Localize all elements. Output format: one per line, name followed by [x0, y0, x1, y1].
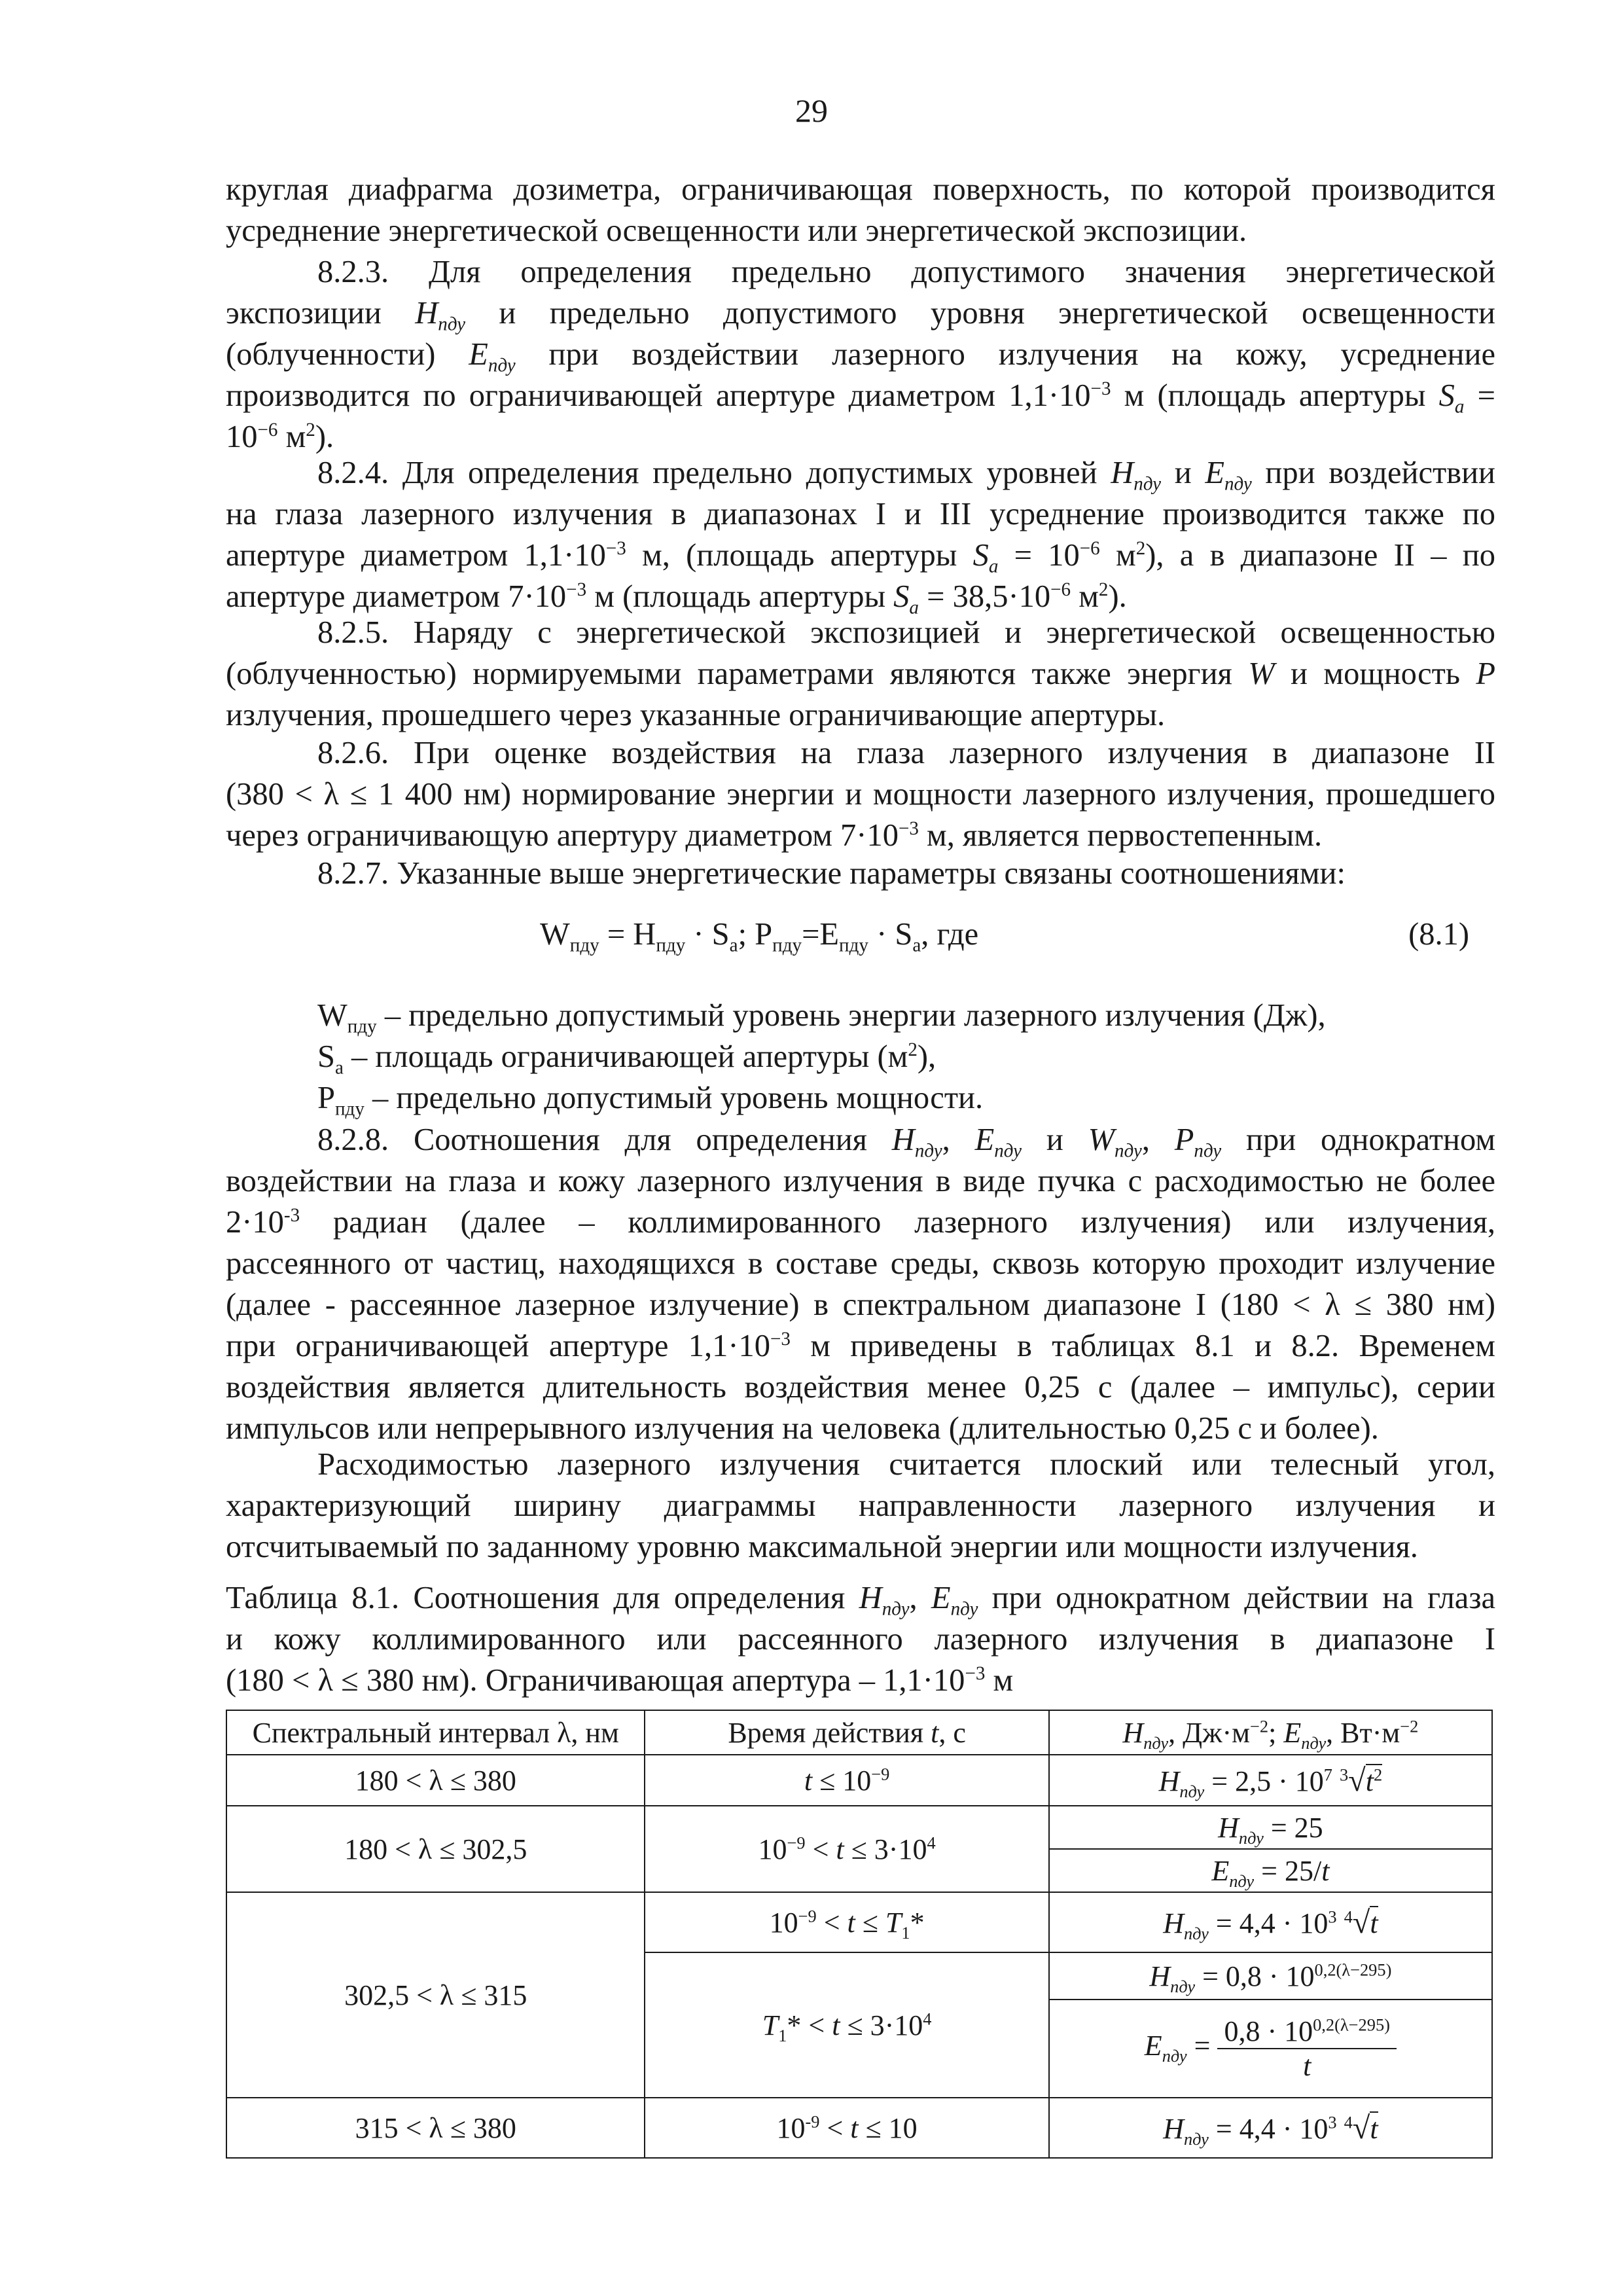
text-line: характеризующий ширину диаграммы направленности лазерного излучения и — [226, 1488, 1495, 1523]
text-line: усреднение энергетической освещенности или энергетической экспозиции. — [226, 213, 1247, 248]
text-line: и кожу коллимированного или рассеянного лазерного излучения в диапазоне I — [226, 1622, 1495, 1657]
text-line: круглая диафрагма дозиметра, ограничивающая поверхность, по которой производится — [226, 172, 1495, 207]
text-line: рассеянного от частиц, находящихся в составе среды, сквозь которую проходит излучение — [226, 1246, 1495, 1281]
cell-formula: $E_{пду} = 25/t$ — [1049, 1849, 1492, 1892]
cell-time: $10^{-9} < t \le 10$ — [645, 2098, 1048, 2158]
header-exposure-time: Время действия t, с — [645, 1710, 1048, 1755]
text-line: при ограничивающей апертуре $1,1\cdot 10^{-3}$ м приведены в таблицах 8.1 и 8.2. Временем — [226, 1328, 1495, 1363]
text-line: воздействии на глаза и кожу лазерного излучения в виде пучка с расходимостью не более — [226, 1164, 1495, 1198]
cell-formula: $E_{пду}$ = $\frac{0,8 \cdot 10^{0,2(\lambda-295)}}{t}$ — [1049, 2000, 1492, 2098]
text-line: апертуре диаметром $1,1\cdot 10^{-3}$ м, (площадь апертуры $S_a = 10^{-6}$ $м^2$), а в диапазоне II – по — [226, 537, 1495, 577]
cell-formula: $H_{пду} = 0,8 \cdot 10^{0,2(\lambda-295)}$ — [1049, 1952, 1492, 2000]
cell-interval: 180 < λ ≤ 302,5 — [226, 1806, 645, 1892]
cell-interval: 302,5 < λ ≤ 315 — [226, 1892, 645, 2098]
definition-item: $P_{пду}$ – предельно допустимый уровень мощности. — [317, 1081, 984, 1120]
text-line: $10^{-6}$ $м^2$). — [226, 419, 334, 454]
page-number: 29 — [795, 92, 828, 129]
table-row — [226, 1806, 1492, 1849]
cell-formula: $H_{пду} = 2,5 \cdot 10^7$ $^3√t^2$ — [1049, 1755, 1492, 1806]
text-line: экспозиции $H_{пду}$ и предельно допустимого уровня энергетической освещенности — [226, 296, 1495, 335]
header-spectral-interval: Спектральный интервал λ, нм — [226, 1710, 645, 1755]
paragraph-continuation — [226, 169, 1495, 251]
paragraph-8-2-4 — [226, 452, 1495, 617]
text-line: (далее - рассеянное лазерное излучение) в спектральном диапазоне I (180 < λ ≤ 380 нм) — [226, 1287, 1495, 1322]
text-line: на глаза лазерного излучения в диапазонах I и III усреднение производится также по — [226, 497, 1495, 531]
cell-time: $t \le 10^{-9}$ — [645, 1755, 1048, 1806]
paragraph-8-2-5 — [226, 612, 1495, 736]
text-line: излучения, прошедшего через указанные ограничивающие апертуры. — [226, 698, 1166, 732]
text-line: Расходимостью лазерного излучения считается плоский или телесный угол, — [317, 1447, 1495, 1482]
cell-formula: $H_{пду} = 4,4 \cdot 10^3$ $^4$√t — [1049, 1892, 1492, 1952]
text-line: 8.2.8. Соотношения для определения $H_{пду}$, $E_{пду}$ и $W_{пду}$, $P_{пду}$ при однократном — [317, 1122, 1496, 1162]
cell-formula: $H_{пду} = 4,4 \cdot 10^3$ $^4$√t — [1049, 2098, 1492, 2158]
table-caption — [226, 1577, 1495, 1701]
text-line: апертуре диаметром $7\cdot 10^{-3}$ м (площадь апертуры $S_a = 38,5\cdot 10^{-6}$ $м^2$). — [226, 579, 1127, 619]
text-line: 8.2.7. Указанные выше энергетические параметры связаны соотношениями: — [317, 856, 1346, 891]
text-line: (180 < λ ≤ 380 нм). Ограничивающая апертура – $1,1\cdot 10^{-3}$ м — [226, 1662, 1014, 1698]
paragraph-8-2-8 — [226, 1119, 1495, 1449]
text-line: отсчитываемый по заданному уровню максимальной энергии или мощности излучения. — [226, 1530, 1418, 1564]
equation-formula: $W_{пду} = H_{пду} \cdot S_a$; $P_{пду}=E_{пду} \cdot S_a$, где — [540, 917, 979, 956]
text-line: 8.2.4. Для определения предельно допустимых уровней $H_{пду}$ и $E_{пду}$ при воздействии — [317, 456, 1495, 495]
paragraph-8-2-7 — [226, 853, 1495, 894]
text-line: 8.2.6. При оценке воздействия на глаза лазерного излучения в диапазоне II — [317, 736, 1495, 770]
equation-number: (8.1) — [1408, 917, 1469, 952]
cell-interval: 180 < λ ≤ 380 — [226, 1755, 645, 1806]
cell-formula: $H_{пду} = 25$ — [1049, 1806, 1492, 1849]
text-line: производится по ограничивающей апертуре диаметром $1,1\cdot 10^{-3}$ м (площадь апертуры $S_a$ = — [226, 378, 1495, 418]
cell-time: $T_1* < t \le 3\cdot 10^4$ — [645, 1952, 1048, 2098]
text-line: (облученности) $E_{пду}$ при воздействии лазерного излучения на кожу, усреднение — [226, 337, 1495, 376]
table-row — [226, 2098, 1492, 2158]
equation-8-1 — [226, 916, 1495, 958]
fraction: $\frac{0,8 \cdot 10^{0,2(\lambda-295)}}{t}$ — [1217, 2015, 1397, 2083]
text-line: через ограничивающую апертуру диаметром $7\cdot 10^{-3}$ м, является первостепенным. — [226, 817, 1323, 853]
table-header-row — [226, 1710, 1492, 1755]
paragraph-8-2-3 — [226, 251, 1495, 457]
table-row — [226, 1755, 1492, 1806]
paragraph-8-2-6 — [226, 732, 1495, 856]
cell-interval: 315 < λ ≤ 380 — [226, 2098, 645, 2158]
table-8-1 — [226, 1710, 1493, 2159]
text-line: $2\cdot 10^{-3}$ радиан (далее – коллимированного лазерного излучения) или излучения, — [226, 1204, 1495, 1240]
text-line: 8.2.3. Для определения предельно допустимого значения энергетической — [317, 255, 1495, 289]
definition-item: $S_a$ – площадь ограничивающей апертуры $(м^2)$, — [317, 1039, 936, 1079]
definitions-list — [226, 995, 1495, 1119]
text-line: (облученностью) нормируемыми параметрами являются также энергия W и мощность P — [226, 656, 1495, 691]
text-line: 8.2.5. Наряду с энергетической экспозицией и энергетической освещенностью — [317, 615, 1495, 650]
text-line: Таблица 8.1. Соотношения для определения $H_{пду}$, $E_{пду}$ при однократном действии на глаза — [226, 1581, 1495, 1620]
text-line: импульсов или непрерывного излучения на человека (длительностью 0,25 с и более). — [226, 1411, 1379, 1446]
text-line: (380 < λ ≤ 1 400 нм) нормирование энергии и мощности лазерного излучения, прошедшего — [226, 777, 1495, 812]
header-limits: $H_{пду}$, $Дж\cdot м^{-2}$; $E_{пду}$, $Вт\cdot м^{-2}$ — [1049, 1710, 1492, 1755]
text-line: воздействия является длительность воздействия менее 0,25 с (далее – импульс), серии — [226, 1370, 1495, 1405]
definition-item: $W_{пду}$ – предельно допустимый уровень энергии лазерного излучения (Дж), — [317, 998, 1326, 1037]
cell-time: $10^{-9} < t \le T_1*$ — [645, 1892, 1048, 1952]
table-row — [226, 1892, 1492, 1952]
paragraph-divergence — [226, 1444, 1495, 1568]
cell-time: $10^{-9} < t \le 3\cdot 10^4$ — [645, 1806, 1048, 1892]
